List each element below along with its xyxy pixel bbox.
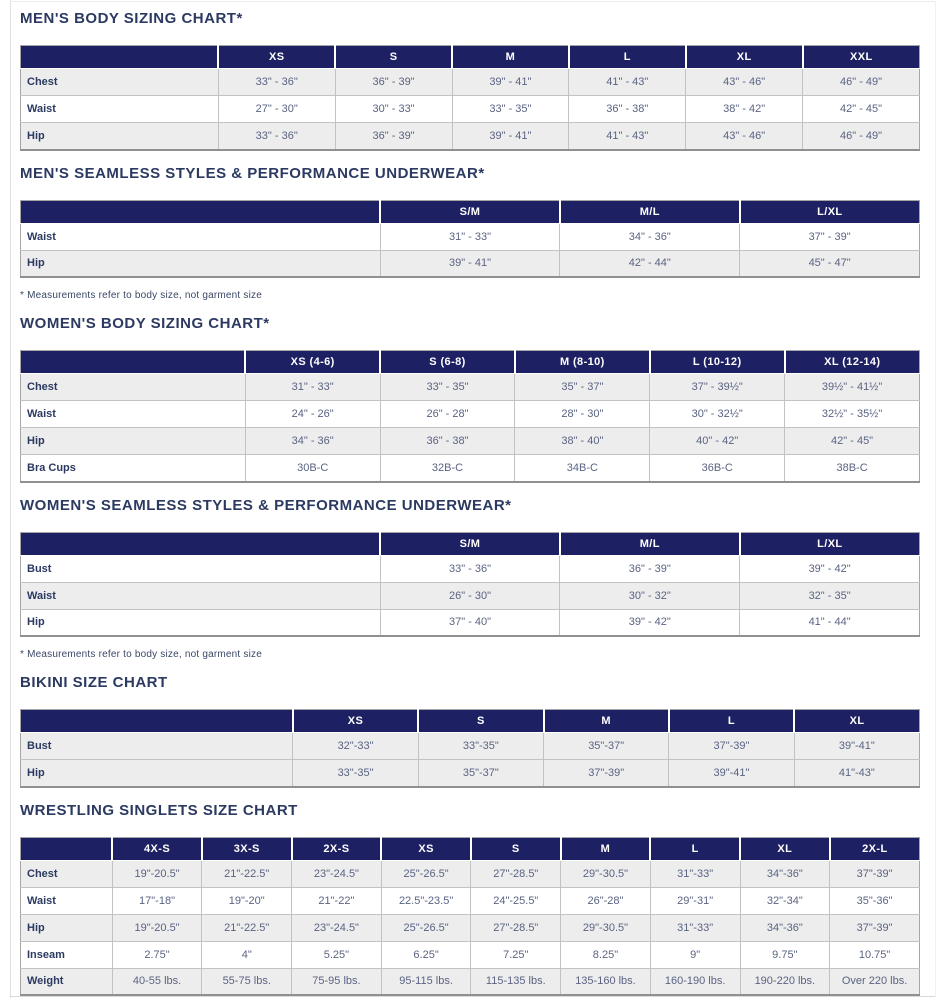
- size-value-cell: 42" - 45": [785, 428, 920, 455]
- page-border-top: [10, 1, 936, 2]
- size-value-cell: 43" - 46": [686, 123, 803, 150]
- size-value-cell: 30B-C: [245, 455, 380, 482]
- size-value-cell: 55-75 lbs.: [202, 968, 292, 995]
- section-womens-body-sizing: [20, 315, 920, 483]
- size-value-cell: 41"-43": [794, 760, 919, 787]
- size-column-header: XS (4-6): [245, 351, 380, 374]
- measurement-row: [21, 123, 920, 150]
- size-value-cell: 28" - 30": [515, 401, 650, 428]
- row-label: Bra Cups: [21, 455, 246, 482]
- size-value-cell: 7.25": [471, 941, 561, 968]
- measurement-row: [21, 223, 920, 250]
- size-value-cell: 26"-28": [561, 887, 651, 914]
- header-row: [21, 532, 920, 555]
- size-column-header: L: [650, 837, 740, 860]
- measurement-row: [21, 250, 920, 277]
- mens-seamless-table: [20, 200, 920, 279]
- row-label: Bust: [21, 733, 293, 760]
- row-label: Chest: [21, 69, 219, 96]
- size-value-cell: 21"-22": [292, 887, 382, 914]
- size-value-cell: 33" - 36": [380, 555, 560, 582]
- size-value-cell: 39" - 42": [740, 555, 920, 582]
- size-column-header: M/L: [560, 200, 740, 223]
- measurement-row: [21, 968, 920, 995]
- row-label: Waist: [21, 96, 219, 123]
- size-value-cell: 33" - 35": [380, 374, 515, 401]
- row-label: Chest: [21, 860, 113, 887]
- size-value-cell: 33" - 36": [218, 123, 335, 150]
- size-value-cell: 37" - 39": [740, 223, 920, 250]
- size-value-cell: 37"-39": [830, 860, 920, 887]
- size-value-cell: 33" - 36": [218, 69, 335, 96]
- section-title: WOMEN'S SEAMLESS STYLES & PERFORMANCE UNDERWEAR*: [20, 496, 512, 514]
- measurement-row: [21, 69, 920, 96]
- size-value-cell: 37"-39": [544, 760, 669, 787]
- mens-body-sizing-table: [20, 45, 920, 151]
- size-value-cell: 135-160 lbs.: [561, 968, 651, 995]
- measurement-row: [21, 760, 920, 787]
- measurement-row: [21, 374, 920, 401]
- size-value-cell: 35"-37": [544, 733, 669, 760]
- size-value-cell: 34B-C: [515, 455, 650, 482]
- size-value-cell: 26" - 30": [380, 582, 560, 609]
- corner-cell: [21, 46, 219, 69]
- size-value-cell: 24" - 26": [245, 401, 380, 428]
- size-value-cell: 190-220 lbs.: [740, 968, 830, 995]
- wrestling-singlets-table: [20, 837, 920, 997]
- size-value-cell: 38" - 40": [515, 428, 650, 455]
- section-title: WOMEN'S BODY SIZING CHART*: [20, 315, 270, 332]
- size-value-cell: 33" - 35": [452, 96, 569, 123]
- size-column-header: XL: [686, 46, 803, 69]
- size-column-header: M: [544, 710, 669, 733]
- size-column-header: S: [418, 710, 543, 733]
- size-value-cell: 22.5"-23.5": [381, 887, 471, 914]
- size-value-cell: 9.75": [740, 941, 830, 968]
- size-value-cell: 19"-20.5": [112, 860, 202, 887]
- measurement-footnote: * Measurements refer to body size, not garment size: [20, 290, 262, 301]
- size-value-cell: 4": [202, 941, 292, 968]
- page-title: MEN'S BODY SIZING CHART*: [20, 10, 243, 27]
- size-column-header: 2X-L: [830, 837, 920, 860]
- size-value-cell: 36" - 38": [380, 428, 515, 455]
- size-value-cell: 37" - 40": [380, 609, 560, 636]
- size-value-cell: 36" - 39": [335, 123, 452, 150]
- size-value-cell: 21"-22.5": [202, 914, 292, 941]
- size-value-cell: 46" - 49": [803, 123, 920, 150]
- size-column-header: L/XL: [740, 532, 920, 555]
- header-row: [21, 351, 920, 374]
- measurement-row: [21, 582, 920, 609]
- size-value-cell: 41" - 44": [740, 609, 920, 636]
- size-value-cell: 21"-22.5": [202, 860, 292, 887]
- size-value-cell: 26" - 28": [380, 401, 515, 428]
- size-value-cell: 31" - 33": [380, 223, 560, 250]
- size-value-cell: 160-190 lbs.: [650, 968, 740, 995]
- measurement-row: [21, 609, 920, 636]
- size-column-header: S/M: [380, 200, 560, 223]
- measurement-row: [21, 96, 920, 123]
- size-value-cell: 34"-36": [740, 860, 830, 887]
- header-row: [21, 710, 920, 733]
- row-label: Hip: [21, 123, 219, 150]
- size-value-cell: 115-135 lbs.: [471, 968, 561, 995]
- size-value-cell: 31"-33": [650, 860, 740, 887]
- corner-cell: [21, 532, 381, 555]
- size-column-header: L (10-12): [650, 351, 785, 374]
- size-value-cell: 39½" - 41½": [785, 374, 920, 401]
- row-label: Hip: [21, 609, 381, 636]
- size-column-header: S/M: [380, 532, 560, 555]
- section-title: MEN'S SEAMLESS STYLES & PERFORMANCE UNDERWEAR*: [20, 164, 485, 182]
- size-column-header: L: [669, 710, 794, 733]
- row-label: Hip: [21, 250, 381, 277]
- size-value-cell: 8.25": [561, 941, 651, 968]
- size-value-cell: 39"-41": [794, 733, 919, 760]
- size-column-header: S: [471, 837, 561, 860]
- section-title: WRESTLING SINGLETS SIZE CHART: [20, 801, 298, 819]
- size-value-cell: 39" - 41": [380, 250, 560, 277]
- size-value-cell: 31"-33": [650, 914, 740, 941]
- size-value-cell: 37"-39": [830, 914, 920, 941]
- size-value-cell: 27"-28.5": [471, 914, 561, 941]
- size-value-cell: 38" - 42": [686, 96, 803, 123]
- size-value-cell: 41" - 43": [569, 123, 686, 150]
- size-value-cell: 19"-20": [202, 887, 292, 914]
- size-value-cell: 32"-33": [293, 733, 418, 760]
- size-value-cell: 30" - 33": [335, 96, 452, 123]
- size-column-header: M: [452, 46, 569, 69]
- header-row: [21, 200, 920, 223]
- section-title: BIKINI SIZE CHART: [20, 674, 168, 691]
- row-label: Weight: [21, 968, 113, 995]
- size-value-cell: 35" - 37": [515, 374, 650, 401]
- womens-seamless-table: [20, 532, 920, 638]
- size-value-cell: 29"-30.5": [561, 860, 651, 887]
- size-column-header: 4X-S: [112, 837, 202, 860]
- corner-cell: [21, 351, 246, 374]
- size-column-header: S: [335, 46, 452, 69]
- size-value-cell: 40-55 lbs.: [112, 968, 202, 995]
- size-value-cell: 31" - 33": [245, 374, 380, 401]
- size-column-header: XS: [293, 710, 418, 733]
- section-womens-seamless: [20, 497, 920, 661]
- size-column-header: XS: [218, 46, 335, 69]
- size-column-header: XL: [794, 710, 919, 733]
- page-border-bottom: [10, 996, 936, 997]
- size-value-cell: 37" - 39½": [650, 374, 785, 401]
- size-value-cell: 37"-39": [669, 733, 794, 760]
- size-column-header: 3X-S: [202, 837, 292, 860]
- size-value-cell: 40" - 42": [650, 428, 785, 455]
- size-value-cell: 95-115 lbs.: [381, 968, 471, 995]
- size-value-cell: 32" - 35": [740, 582, 920, 609]
- size-value-cell: 5.25": [292, 941, 382, 968]
- section-mens-body-sizing: [20, 10, 920, 151]
- size-value-cell: 2.75": [112, 941, 202, 968]
- row-label: Waist: [21, 401, 246, 428]
- size-value-cell: 17"-18": [112, 887, 202, 914]
- size-column-header: L/XL: [740, 200, 920, 223]
- size-value-cell: 6.25": [381, 941, 471, 968]
- size-value-cell: 23"-24.5": [292, 914, 382, 941]
- size-value-cell: 33"-35": [293, 760, 418, 787]
- size-column-header: XXL: [803, 46, 920, 69]
- size-value-cell: Over 220 lbs.: [830, 968, 920, 995]
- size-value-cell: 23"-24.5": [292, 860, 382, 887]
- measurement-row: [21, 455, 920, 482]
- row-label: Bust: [21, 555, 381, 582]
- row-label: Hip: [21, 428, 246, 455]
- size-value-cell: 10.75": [830, 941, 920, 968]
- row-label: Hip: [21, 760, 293, 787]
- size-column-header: M/L: [560, 532, 740, 555]
- row-label: Inseam: [21, 941, 113, 968]
- size-column-header: M (8-10): [515, 351, 650, 374]
- row-label: Waist: [21, 582, 381, 609]
- size-value-cell: 36" - 38": [569, 96, 686, 123]
- section-bikini: [20, 674, 920, 788]
- measurement-row: [21, 860, 920, 887]
- size-value-cell: 39" - 42": [560, 609, 740, 636]
- size-value-cell: 36" - 39": [335, 69, 452, 96]
- size-value-cell: 36B-C: [650, 455, 785, 482]
- corner-cell: [21, 200, 381, 223]
- size-value-cell: 32B-C: [380, 455, 515, 482]
- womens-body-sizing-table: [20, 350, 920, 483]
- page-border-left: [10, 0, 11, 998]
- size-value-cell: 29"-31": [650, 887, 740, 914]
- size-value-cell: 39"-41": [669, 760, 794, 787]
- size-value-cell: 43" - 46": [686, 69, 803, 96]
- measurement-row: [21, 401, 920, 428]
- size-value-cell: 32½" - 35½": [785, 401, 920, 428]
- size-value-cell: 42" - 44": [560, 250, 740, 277]
- size-value-cell: 30" - 32": [560, 582, 740, 609]
- size-column-header: S (6-8): [380, 351, 515, 374]
- size-value-cell: 32"-34": [740, 887, 830, 914]
- size-value-cell: 34" - 36": [245, 428, 380, 455]
- header-row: [21, 837, 920, 860]
- size-value-cell: 34"-36": [740, 914, 830, 941]
- size-value-cell: 39" - 41": [452, 123, 569, 150]
- size-value-cell: 41" - 43": [569, 69, 686, 96]
- measurement-row: [21, 914, 920, 941]
- measurement-row: [21, 428, 920, 455]
- section-mens-seamless: [20, 165, 920, 302]
- row-label: Waist: [21, 223, 381, 250]
- size-value-cell: 75-95 lbs.: [292, 968, 382, 995]
- corner-cell: [21, 710, 293, 733]
- size-column-header: M: [561, 837, 651, 860]
- size-value-cell: 19"-20.5": [112, 914, 202, 941]
- size-value-cell: 36" - 39": [560, 555, 740, 582]
- measurement-row: [21, 733, 920, 760]
- measurement-row: [21, 555, 920, 582]
- size-column-header: L: [569, 46, 686, 69]
- size-value-cell: 35"-37": [418, 760, 543, 787]
- size-value-cell: 24"-25.5": [471, 887, 561, 914]
- row-label: Chest: [21, 374, 246, 401]
- size-value-cell: 39" - 41": [452, 69, 569, 96]
- row-label: Hip: [21, 914, 113, 941]
- size-value-cell: 29"-30.5": [561, 914, 651, 941]
- bikini-size-table: [20, 709, 920, 788]
- size-value-cell: 9": [650, 941, 740, 968]
- size-value-cell: 27"-28.5": [471, 860, 561, 887]
- size-value-cell: 46" - 49": [803, 69, 920, 96]
- size-value-cell: 33"-35": [418, 733, 543, 760]
- size-value-cell: 30" - 32½": [650, 401, 785, 428]
- size-value-cell: 27" - 30": [218, 96, 335, 123]
- header-row: [21, 46, 920, 69]
- size-value-cell: 42" - 45": [803, 96, 920, 123]
- size-value-cell: 35"-36": [830, 887, 920, 914]
- size-value-cell: 25"-26.5": [381, 860, 471, 887]
- size-value-cell: 38B-C: [785, 455, 920, 482]
- measurement-row: [21, 887, 920, 914]
- size-column-header: XL (12-14): [785, 351, 920, 374]
- measurement-footnote: * Measurements refer to body size, not garment size: [20, 649, 262, 660]
- measurement-row: [21, 941, 920, 968]
- size-value-cell: 34" - 36": [560, 223, 740, 250]
- size-column-header: 2X-S: [292, 837, 382, 860]
- size-column-header: XL: [740, 837, 830, 860]
- corner-cell: [21, 837, 113, 860]
- size-value-cell: 45" - 47": [740, 250, 920, 277]
- size-value-cell: 25"-26.5": [381, 914, 471, 941]
- size-column-header: XS: [381, 837, 471, 860]
- row-label: Waist: [21, 887, 113, 914]
- section-wrestling-singlets: [20, 802, 920, 997]
